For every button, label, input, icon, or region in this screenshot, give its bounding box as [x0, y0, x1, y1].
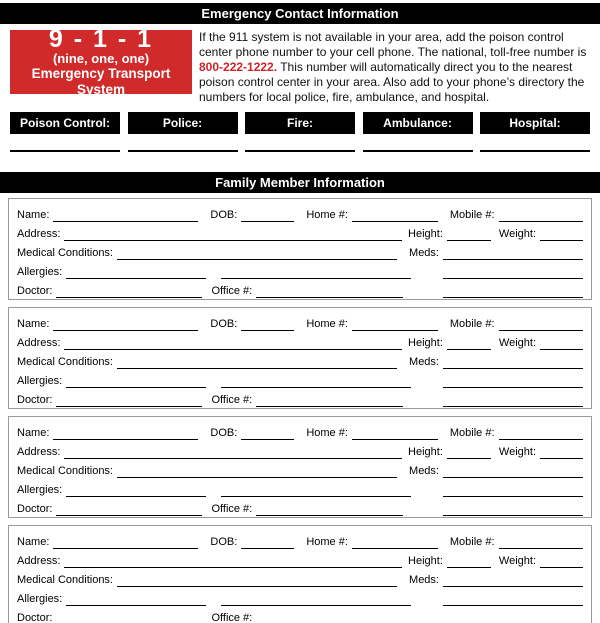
- office-number-field[interactable]: [256, 285, 403, 298]
- allergies-field[interactable]: [66, 484, 206, 497]
- home-number-label: Home #:: [306, 426, 348, 439]
- info-text-before: If the 911 system is not available in your area, add the poison control center phone number to your cell phone. The national, toll-free number is: [199, 30, 587, 59]
- allergies-field[interactable]: [66, 266, 206, 279]
- medical-conditions-field[interactable]: [117, 356, 397, 369]
- allergies-label: Allergies:: [17, 483, 63, 496]
- name-label: Name:: [17, 535, 50, 548]
- meds-label: Meds:: [409, 246, 439, 259]
- allergies-field[interactable]: [66, 375, 206, 388]
- weight-field[interactable]: [540, 228, 583, 241]
- allergies-label: Allergies:: [17, 265, 63, 278]
- name-field[interactable]: [53, 209, 198, 222]
- doctor-field[interactable]: [56, 503, 202, 516]
- dob-label: DOB:: [210, 535, 238, 548]
- height-label: Height:: [408, 227, 443, 240]
- meds-field[interactable]: [443, 465, 583, 478]
- police-number-field[interactable]: [128, 150, 238, 152]
- name-field[interactable]: [53, 427, 198, 440]
- name-label: Name:: [17, 317, 50, 330]
- member-row-allergies: [17, 587, 583, 606]
- hospital-column: [480, 112, 590, 152]
- weight-label: Weight:: [498, 445, 536, 458]
- ambulance-number-field[interactable]: [363, 150, 473, 152]
- home-number-label: Home #:: [306, 317, 348, 330]
- ambulance-column: [363, 112, 473, 152]
- height-label: Height:: [408, 336, 443, 349]
- dob-field[interactable]: [241, 318, 294, 331]
- mobile-number-label: Mobile #:: [449, 535, 495, 548]
- office-number-field[interactable]: [256, 612, 403, 623]
- doctor-label: Doctor:: [17, 611, 53, 623]
- member-row-allergies: [17, 369, 583, 388]
- dob-field[interactable]: [241, 209, 294, 222]
- family-member-block: [8, 307, 592, 409]
- office-number-label: Office #:: [211, 502, 253, 515]
- home-number-label: Home #:: [306, 208, 348, 221]
- address-field[interactable]: [64, 228, 402, 241]
- info-text-after: This number will automatically direct you to the nearest poison control center in your area. Also add to your phone’s directory the numbers for local police, fire, ambulance, and hospital.: [199, 59, 585, 104]
- member-row-allergies: [17, 260, 583, 279]
- doctor-label: Doctor:: [17, 284, 53, 297]
- section-header-family: [0, 172, 600, 193]
- poison-control-label: Poison Control:: [10, 112, 120, 134]
- poison-control-info-text: [199, 30, 590, 105]
- family-members: [8, 198, 592, 623]
- address-field[interactable]: [64, 337, 402, 350]
- home-number-label: Home #:: [306, 535, 348, 548]
- address-label: Address:: [17, 227, 61, 240]
- office-number-field[interactable]: [256, 503, 403, 516]
- page: [0, 3, 600, 623]
- medical-conditions-label: Medical Conditions:: [17, 246, 113, 259]
- meds-continuation-field[interactable]: [443, 593, 583, 606]
- member-row-address: [17, 440, 583, 459]
- address-field[interactable]: [64, 555, 402, 568]
- fire-number-field[interactable]: [245, 150, 355, 152]
- medical-conditions-label: Medical Conditions:: [17, 464, 113, 477]
- height-field[interactable]: [447, 337, 491, 350]
- section-header-emergency: [0, 3, 600, 24]
- doctor-field[interactable]: [56, 612, 202, 623]
- allergies-label: Allergies:: [17, 374, 63, 387]
- medical-conditions-field[interactable]: [117, 247, 397, 260]
- poison-control-column: [10, 112, 120, 152]
- member-row-address: [17, 331, 583, 350]
- doctor-label: Doctor:: [17, 393, 53, 406]
- address-label: Address:: [17, 336, 61, 349]
- meds-continuation-field[interactable]: [443, 375, 583, 388]
- meds-continuation-field-2[interactable]: [443, 503, 583, 516]
- emergency-contacts-row: [10, 112, 590, 152]
- office-number-label: Office #:: [211, 611, 253, 623]
- meds-continuation-field[interactable]: [443, 266, 583, 279]
- home-number-field[interactable]: [352, 427, 438, 440]
- member-row-doctor: [17, 388, 583, 407]
- medical-conditions-field[interactable]: [117, 574, 397, 587]
- weight-field[interactable]: [540, 555, 583, 568]
- height-label: Height:: [408, 445, 443, 458]
- office-number-label: Office #:: [211, 284, 253, 297]
- family-member-block: [8, 416, 592, 518]
- medical-conditions-field[interactable]: [117, 465, 397, 478]
- member-row-medical: [17, 350, 583, 369]
- medical-conditions-label: Medical Conditions:: [17, 573, 113, 586]
- member-row-medical: [17, 459, 583, 478]
- dob-label: DOB:: [210, 208, 238, 221]
- weight-label: Weight:: [498, 336, 536, 349]
- allergies-continuation-field[interactable]: [221, 593, 411, 606]
- fire-column: [245, 112, 355, 152]
- allergies-field[interactable]: [66, 593, 206, 606]
- address-field[interactable]: [64, 446, 402, 459]
- member-row-address: [17, 549, 583, 568]
- meds-continuation-field-2[interactable]: [443, 394, 583, 407]
- name-field[interactable]: [53, 318, 198, 331]
- address-label: Address:: [17, 554, 61, 567]
- mobile-number-field[interactable]: [499, 318, 583, 331]
- mobile-number-field[interactable]: [499, 427, 583, 440]
- 911-system-label: Emergency Transport System: [31, 66, 171, 97]
- meds-label: Meds:: [409, 464, 439, 477]
- ambulance-label: Ambulance:: [363, 112, 473, 134]
- height-field[interactable]: [447, 228, 491, 241]
- doctor-field[interactable]: [56, 394, 202, 407]
- doctor-field[interactable]: [56, 285, 202, 298]
- member-row-medical: [17, 241, 583, 260]
- meds-field[interactable]: [443, 574, 583, 587]
- police-column: [128, 112, 238, 152]
- member-row-doctor: [17, 279, 583, 298]
- family-member-block: [8, 198, 592, 300]
- weight-field[interactable]: [540, 337, 583, 350]
- home-number-field[interactable]: [352, 536, 438, 549]
- office-number-label: Office #:: [211, 393, 253, 406]
- member-row-name: [17, 203, 583, 222]
- name-field[interactable]: [53, 536, 198, 549]
- allergies-continuation-field[interactable]: [221, 266, 411, 279]
- member-row-address: [17, 222, 583, 241]
- 911-pronunciation: (nine, one, one): [52, 51, 150, 66]
- home-number-field[interactable]: [352, 209, 438, 222]
- allergies-continuation-field[interactable]: [221, 375, 411, 388]
- mobile-number-label: Mobile #:: [449, 317, 495, 330]
- name-label: Name:: [17, 426, 50, 439]
- fire-label: Fire:: [245, 112, 355, 134]
- weight-label: Weight:: [498, 227, 536, 240]
- 911-number: 9 - 1 - 1: [48, 25, 154, 53]
- member-row-medical: [17, 568, 583, 587]
- poison-control-phone-number: 800-222-1222.: [199, 59, 278, 74]
- height-label: Height:: [408, 554, 443, 567]
- meds-field[interactable]: [443, 247, 583, 260]
- office-number-field[interactable]: [256, 394, 403, 407]
- mobile-number-label: Mobile #:: [449, 208, 495, 221]
- police-label: Police:: [128, 112, 238, 134]
- address-label: Address:: [17, 445, 61, 458]
- member-row-doctor: [17, 606, 583, 623]
- height-field[interactable]: [447, 555, 491, 568]
- weight-label: Weight:: [498, 554, 536, 567]
- member-row-allergies: [17, 478, 583, 497]
- emergency-section-title: Emergency Contact Information: [201, 6, 399, 21]
- medical-conditions-label: Medical Conditions:: [17, 355, 113, 368]
- meds-continuation-field[interactable]: [443, 484, 583, 497]
- member-row-doctor: [17, 497, 583, 516]
- allergies-label: Allergies:: [17, 592, 63, 605]
- meds-label: Meds:: [409, 355, 439, 368]
- dob-label: DOB:: [210, 317, 238, 330]
- member-row-name: [17, 421, 583, 440]
- mobile-number-field[interactable]: [499, 209, 583, 222]
- dob-field[interactable]: [241, 536, 294, 549]
- height-field[interactable]: [447, 446, 491, 459]
- meds-continuation-field-2[interactable]: [443, 612, 583, 623]
- family-member-block: [8, 525, 592, 623]
- name-label: Name:: [17, 208, 50, 221]
- poison-control-number-field[interactable]: [10, 150, 120, 152]
- hospital-number-field[interactable]: [480, 150, 590, 152]
- family-section-title: Family Member Information: [215, 174, 385, 190]
- dob-label: DOB:: [210, 426, 238, 439]
- dob-field[interactable]: [241, 427, 294, 440]
- member-row-name: [17, 530, 583, 549]
- member-row-name: [17, 312, 583, 331]
- mobile-number-field[interactable]: [499, 536, 583, 549]
- home-number-field[interactable]: [352, 318, 438, 331]
- meds-continuation-field-2[interactable]: [443, 285, 583, 298]
- meds-label: Meds:: [409, 573, 439, 586]
- 911-callout: [10, 25, 192, 97]
- emergency-intro: [10, 25, 590, 105]
- hospital-label: Hospital:: [480, 112, 590, 134]
- allergies-continuation-field[interactable]: [221, 484, 411, 497]
- mobile-number-label: Mobile #:: [449, 426, 495, 439]
- weight-field[interactable]: [540, 446, 583, 459]
- meds-field[interactable]: [443, 356, 583, 369]
- doctor-label: Doctor:: [17, 502, 53, 515]
